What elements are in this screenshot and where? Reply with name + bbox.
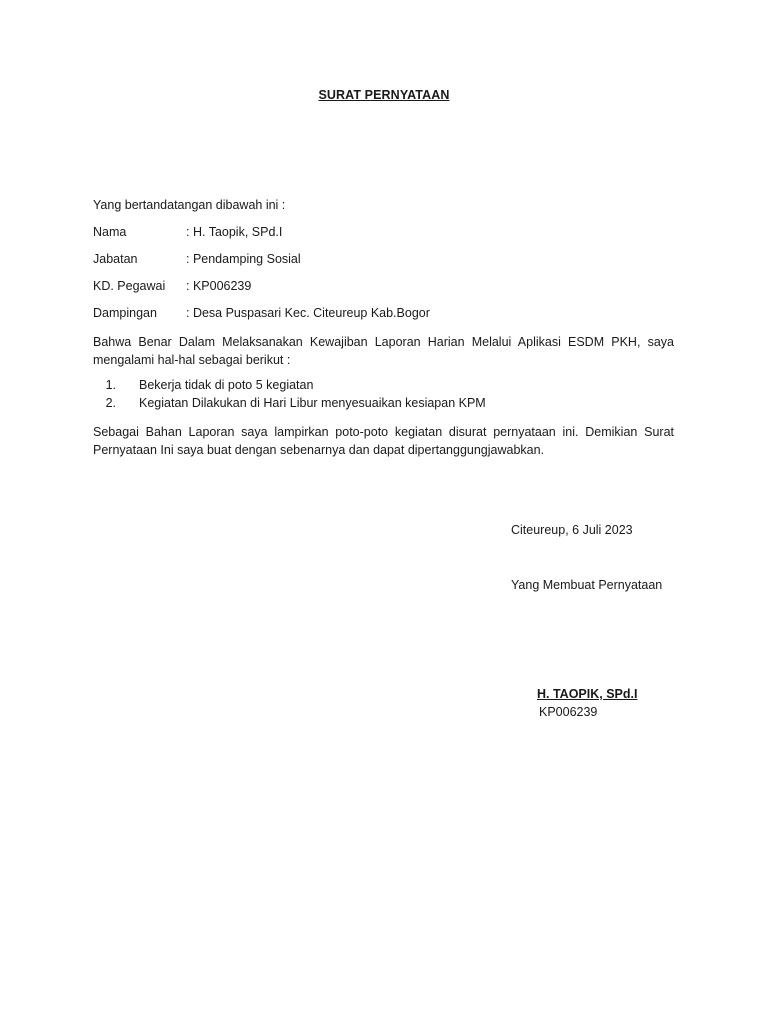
field-value: : KP006239 — [186, 279, 252, 293]
signer-id: KP006239 — [539, 705, 598, 719]
field-value: : Pendamping Sosial — [186, 252, 301, 266]
list-item-text: Bekerja tidak di poto 5 kegiatan — [139, 378, 314, 392]
field-label: Nama — [93, 225, 127, 239]
list-item-text: Kegiatan Dilakukan di Hari Libur menyesuaikan kesiapan KPM — [139, 396, 486, 410]
list-item — [93, 378, 653, 396]
field-value: : H. Taopik, SPd.I — [186, 225, 283, 239]
statement-paragraph: Bahwa Benar Dalam Melaksanakan Kewajiban Laporan Harian Melalui Aplikasi ESDM PKH, saya mengalami hal-hal sebagai berikut : — [93, 335, 674, 367]
signer-name: H. TAOPIK, SPd.I — [537, 687, 638, 701]
maker-label: Yang Membuat Pernyataan — [511, 578, 663, 592]
list-item — [93, 396, 653, 414]
item-list — [93, 378, 653, 414]
field-row-dampingan — [93, 306, 430, 320]
field-label: Jabatan — [93, 252, 138, 266]
list-item-number: 2. — [105, 396, 116, 410]
place-date: Citeureup, 6 Juli 2023 — [511, 523, 633, 537]
document-title: SURAT PERNYATAAN — [318, 88, 450, 102]
intro-text: Yang bertandatangan dibawah ini : — [93, 198, 286, 212]
list-item-number: 1. — [105, 378, 116, 392]
field-row-jabatan — [93, 252, 301, 266]
field-row-kd-pegawai — [93, 279, 251, 293]
closing-paragraph: Sebagai Bahan Laporan saya lampirkan poto-poto kegiatan disurat pernyataan ini. Demikian Surat Pernyataan Ini saya buat dengan sebenarnya dan dapat dipertanggungjawabkan. — [93, 425, 674, 457]
field-label: KD. Pegawai — [93, 279, 166, 293]
field-row-nama — [93, 225, 282, 239]
field-label: Dampingan — [93, 306, 157, 320]
field-value: : Desa Puspasari Kec. Citeureup Kab.Bogor — [186, 306, 430, 320]
